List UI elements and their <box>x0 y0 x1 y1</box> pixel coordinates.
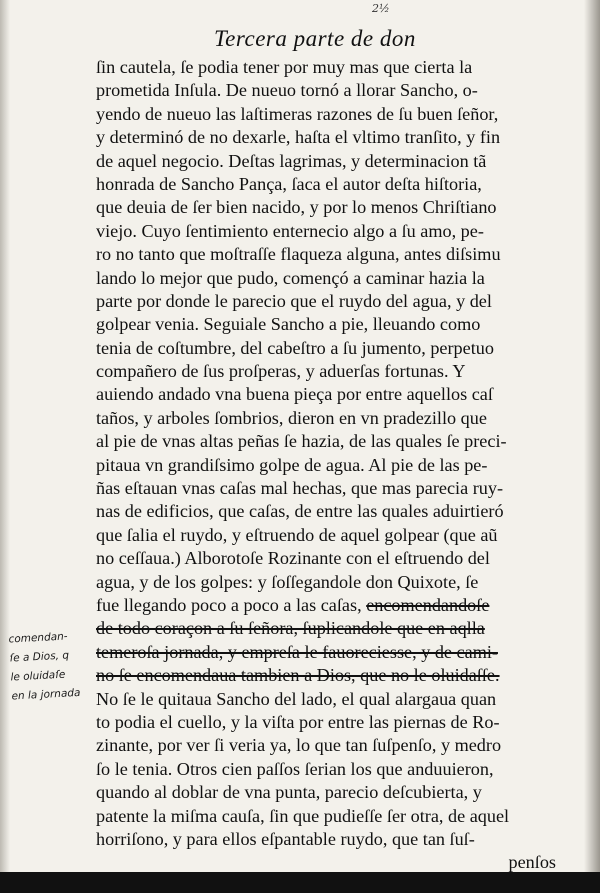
text-line: No ſe le quitaua Sancho del lado, el qual alargaua quan <box>96 688 497 709</box>
text-line: al pie de vnas altas peñas ſe hazia, de las quales ſe preci- <box>96 431 507 452</box>
text-line: horriſono, y para ellos eſpantable ruydo, que tan ſuſ- <box>96 828 475 849</box>
struck-text-line: de todo coraçon a ſu ſeñora, ſuplicandole que en aqlla <box>96 618 485 639</box>
text-line: que ſalia el ruydo, y eſtruendo de aquel golpear (que aũ <box>96 524 498 545</box>
struck-text-line: no ſe encomendaua tambien a Dios, que no le oluidaſſe. <box>96 665 500 686</box>
running-head: Tercera parte de don <box>214 26 416 51</box>
page-edge-shadow <box>584 0 600 893</box>
text-line: compañero de ſus proſperas, y aduerſas fortunas. Y <box>96 361 466 382</box>
margin-note-line: le oluidaſe <box>10 668 66 684</box>
page-gutter-shadow <box>0 0 10 893</box>
margin-note-line: comendan- <box>8 630 68 646</box>
text-line: zinante, por ver ſi veria ya, lo que tan ſuſpenſo, y medro <box>96 735 502 756</box>
text-line: ſo le tenia. Otros cien paſſos ſerian los que anduuieron, <box>96 758 494 779</box>
text-line: ſin cautela, ſe podia tener por muy mas que cierta la <box>96 57 473 77</box>
body-text <box>96 56 562 875</box>
text-line: prometida Inſula. De nueuo tornó a llorar Sancho, o- <box>96 80 478 101</box>
corner-annotation: 2½ <box>372 2 390 15</box>
handwritten-margin-note <box>8 626 108 707</box>
text-line: y determinó de no dexarle, haſta el vltimo tranſito, y fin <box>96 127 501 148</box>
text-line: agua, y de los golpes: y ſoſſegandole don Quixote, ſe <box>96 571 479 592</box>
struck-text-line: temeroſa jornada, y empreſa le fauoreciesse, y de cami- <box>96 641 498 662</box>
text-line: lando lo mejor que pudo, començó a caminar hazia la <box>96 267 485 288</box>
text-line: yendo de nueuo las laſtimeras razones de ſu buen ſeñor, <box>96 103 499 124</box>
text-line: tenia de coſtumbre, del cabeſtro a ſu jumento, perpetuo <box>96 337 494 358</box>
scan-bottom-border <box>0 872 600 893</box>
margin-note-line: en la jornada <box>11 686 81 703</box>
text-line: viejo. Cuyo ſentimiento enternecio algo a ſu amo, pe- <box>96 220 484 241</box>
text-line: que deuia de ſer bien nacido, y por lo menos Chriſtiano <box>96 197 497 218</box>
text-line: golpear venia. Seguiale Sancho a pie, lleuando como <box>96 314 481 335</box>
text-line: quando al doblar de vna punta, parecio deſcubierta, y <box>96 782 482 803</box>
text-line: to podia el cuello, y la viſta por entre las piernas de Ro- <box>96 711 500 732</box>
text-line: auiendo andado vna buena pieça por entre aquellos caſ <box>96 384 493 405</box>
text-line: pitaua vn grandiſsimo golpe de agua. Al pie de las pe- <box>96 454 488 475</box>
text-line: no ceſſaua.) Alborotoſe Rozinante con el eſtruendo del <box>96 548 490 569</box>
text-fragment: fue llegando poco a poco a las caſas, <box>96 594 367 615</box>
text-line: nas de edificios, que caſas, de entre las quales aduirtieró <box>96 501 504 522</box>
text-line: de aquel negocio. Deſtas lagrimas, y determinacion tã <box>96 150 487 171</box>
text-line: ro no tanto que moſtraſſe flaqueza alguna, antes diſsimu <box>96 244 501 265</box>
struck-text: encomendandoſe <box>366 594 490 615</box>
text-line: ñas eſtauan vnas caſas mal hechas, que mas parecia ruy- <box>96 478 504 499</box>
text-line-partially-struck <box>96 594 562 617</box>
text-line: taños, y arboles ſombrios, dieron en vn pradezillo que <box>96 407 487 428</box>
text-line: parte por donde le parecio que el ruydo del agua, y del <box>96 290 492 311</box>
text-line: patente la miſma cauſa, ſin que pudieſſe ſer otra, de aquel <box>96 805 510 826</box>
text-line: honrada de Sancho Pança, ſaca el autor deſta hiſtoria, <box>96 173 482 194</box>
catchword: penſos <box>508 852 556 873</box>
margin-note-line: ſe a Dios, q <box>9 649 70 665</box>
